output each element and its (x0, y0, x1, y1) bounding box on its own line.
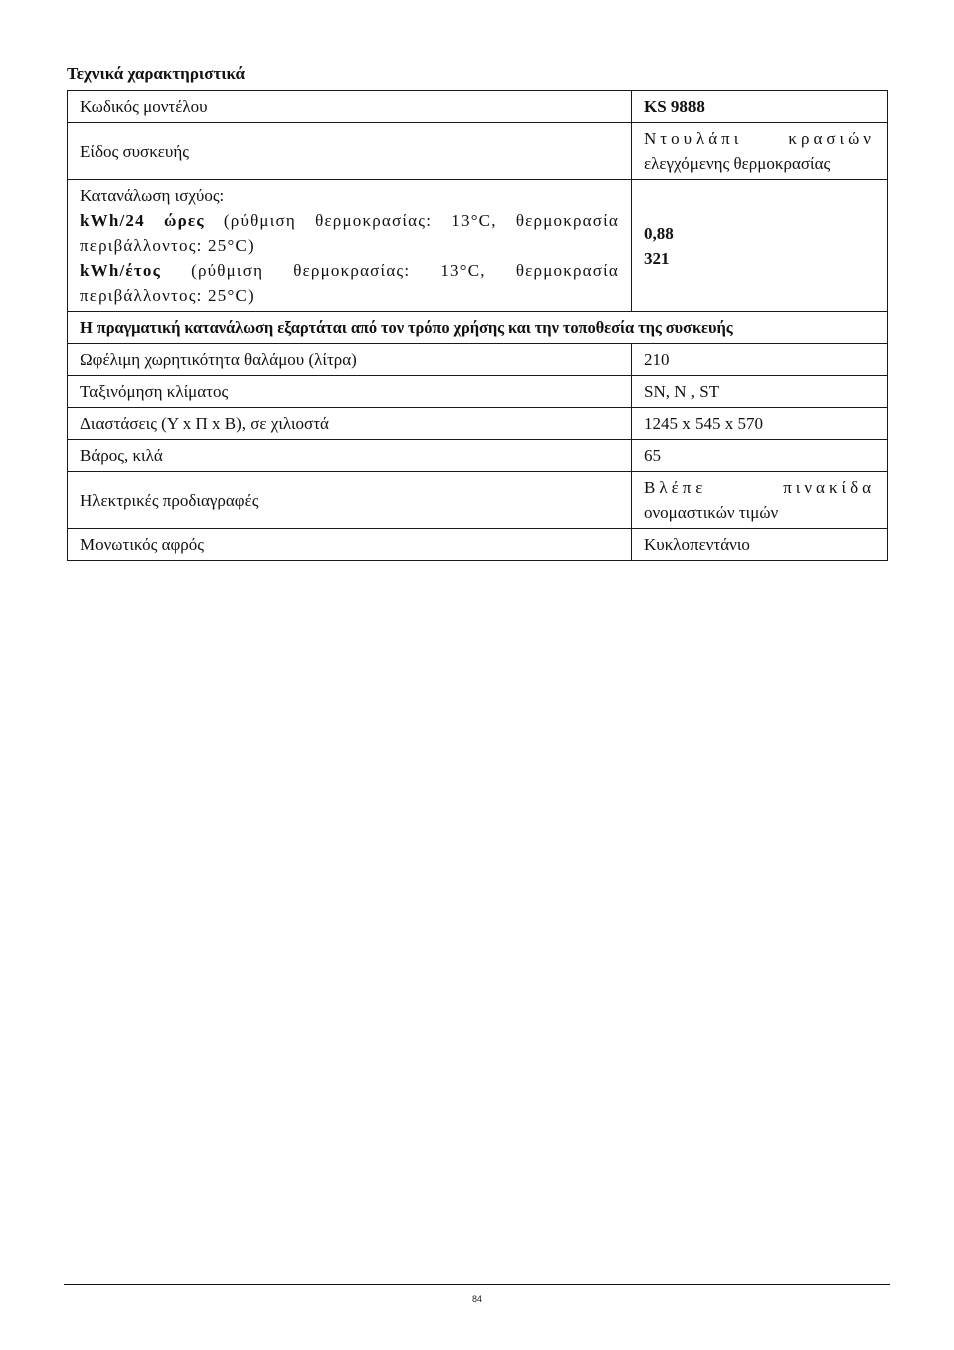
appliance-type-value-line1 (644, 126, 875, 151)
section-title: Τεχνικά χαρακτηριστικά (67, 64, 245, 83)
footer-divider (64, 1284, 890, 1285)
electrical-word-2: πινακίδα (783, 478, 875, 497)
specifications-table (67, 90, 888, 561)
table-row-power-consumption (68, 180, 888, 312)
table-row-capacity (68, 344, 888, 376)
capacity-label: Ωφέλιμη χωρητικότητα θαλάμου (λίτρα) (68, 344, 632, 376)
dimensions-value: 1245 x 545 x 570 (632, 408, 888, 440)
electrical-value-line1 (644, 475, 875, 500)
weight-value: 65 (632, 440, 888, 472)
table-row-appliance-type (68, 123, 888, 180)
consumption-note: Η πραγματική κατανάλωση εξαρτάται από τον τρόπο χρήσης και την τοποθεσία της συσκευής (68, 312, 888, 344)
electrical-label: Ηλεκτρικές προδιαγραφές (68, 472, 632, 529)
table-row-dimensions (68, 408, 888, 440)
appliance-type-word-1: Ντουλάπι (644, 129, 743, 148)
appliance-type-word-2: κρασιών (788, 129, 875, 148)
power-consumption-cell (68, 180, 632, 312)
yearly-consumption-value: 321 (644, 248, 670, 268)
electrical-value-line2: ονομαστικών τιμών (644, 503, 779, 522)
electrical-value (632, 472, 888, 529)
yearly-note: (ρύθμιση θερμοκρασίας: 13°C, θερμοκρασία περιβάλλοντος: 25°C) (80, 261, 620, 305)
table-row-electrical (68, 472, 888, 529)
electrical-word-1: Βλέπε (644, 478, 707, 497)
model-value: KS 9888 (632, 91, 888, 123)
table-row-weight (68, 440, 888, 472)
table-row-consumption-note (68, 312, 888, 344)
page-number: 84 (471, 1294, 482, 1304)
yearly-unit: kWh/έτος (80, 261, 162, 280)
appliance-type-value (632, 123, 888, 180)
power-consumption-label: Κατανάλωση ισχύος: (80, 186, 225, 205)
daily-consumption-value: 0,88 (644, 223, 674, 243)
yearly-consumption-line (80, 258, 619, 308)
daily-unit: kWh/24 ώρες (80, 211, 205, 230)
climate-class-label: Ταξινόμηση κλίματος (68, 376, 632, 408)
table-row-climate-class (68, 376, 888, 408)
climate-class-value: SN, N , ST (632, 376, 888, 408)
weight-label: Βάρος, κιλά (68, 440, 632, 472)
dimensions-label: Διαστάσεις (Υ x Π x Β), σε χιλιοστά (68, 408, 632, 440)
model-label: Κωδικός μοντέλου (68, 91, 632, 123)
power-consumption-values (632, 180, 888, 312)
appliance-type-value-line2: ελεγχόμενης θερμοκρασίας (644, 154, 831, 173)
daily-consumption-line (80, 208, 619, 258)
capacity-value: 210 (632, 344, 888, 376)
insulation-value: Κυκλοπεντάνιο (632, 529, 888, 561)
appliance-type-label: Είδος συσκευής (68, 123, 632, 180)
table-row-model (68, 91, 888, 123)
daily-note: (ρύθμιση θερμοκρασίας: 13°C, θερμοκρασία περιβάλλοντος: 25°C) (80, 211, 620, 255)
table-row-insulation (68, 529, 888, 561)
insulation-label: Μονωτικός αφρός (68, 529, 632, 561)
